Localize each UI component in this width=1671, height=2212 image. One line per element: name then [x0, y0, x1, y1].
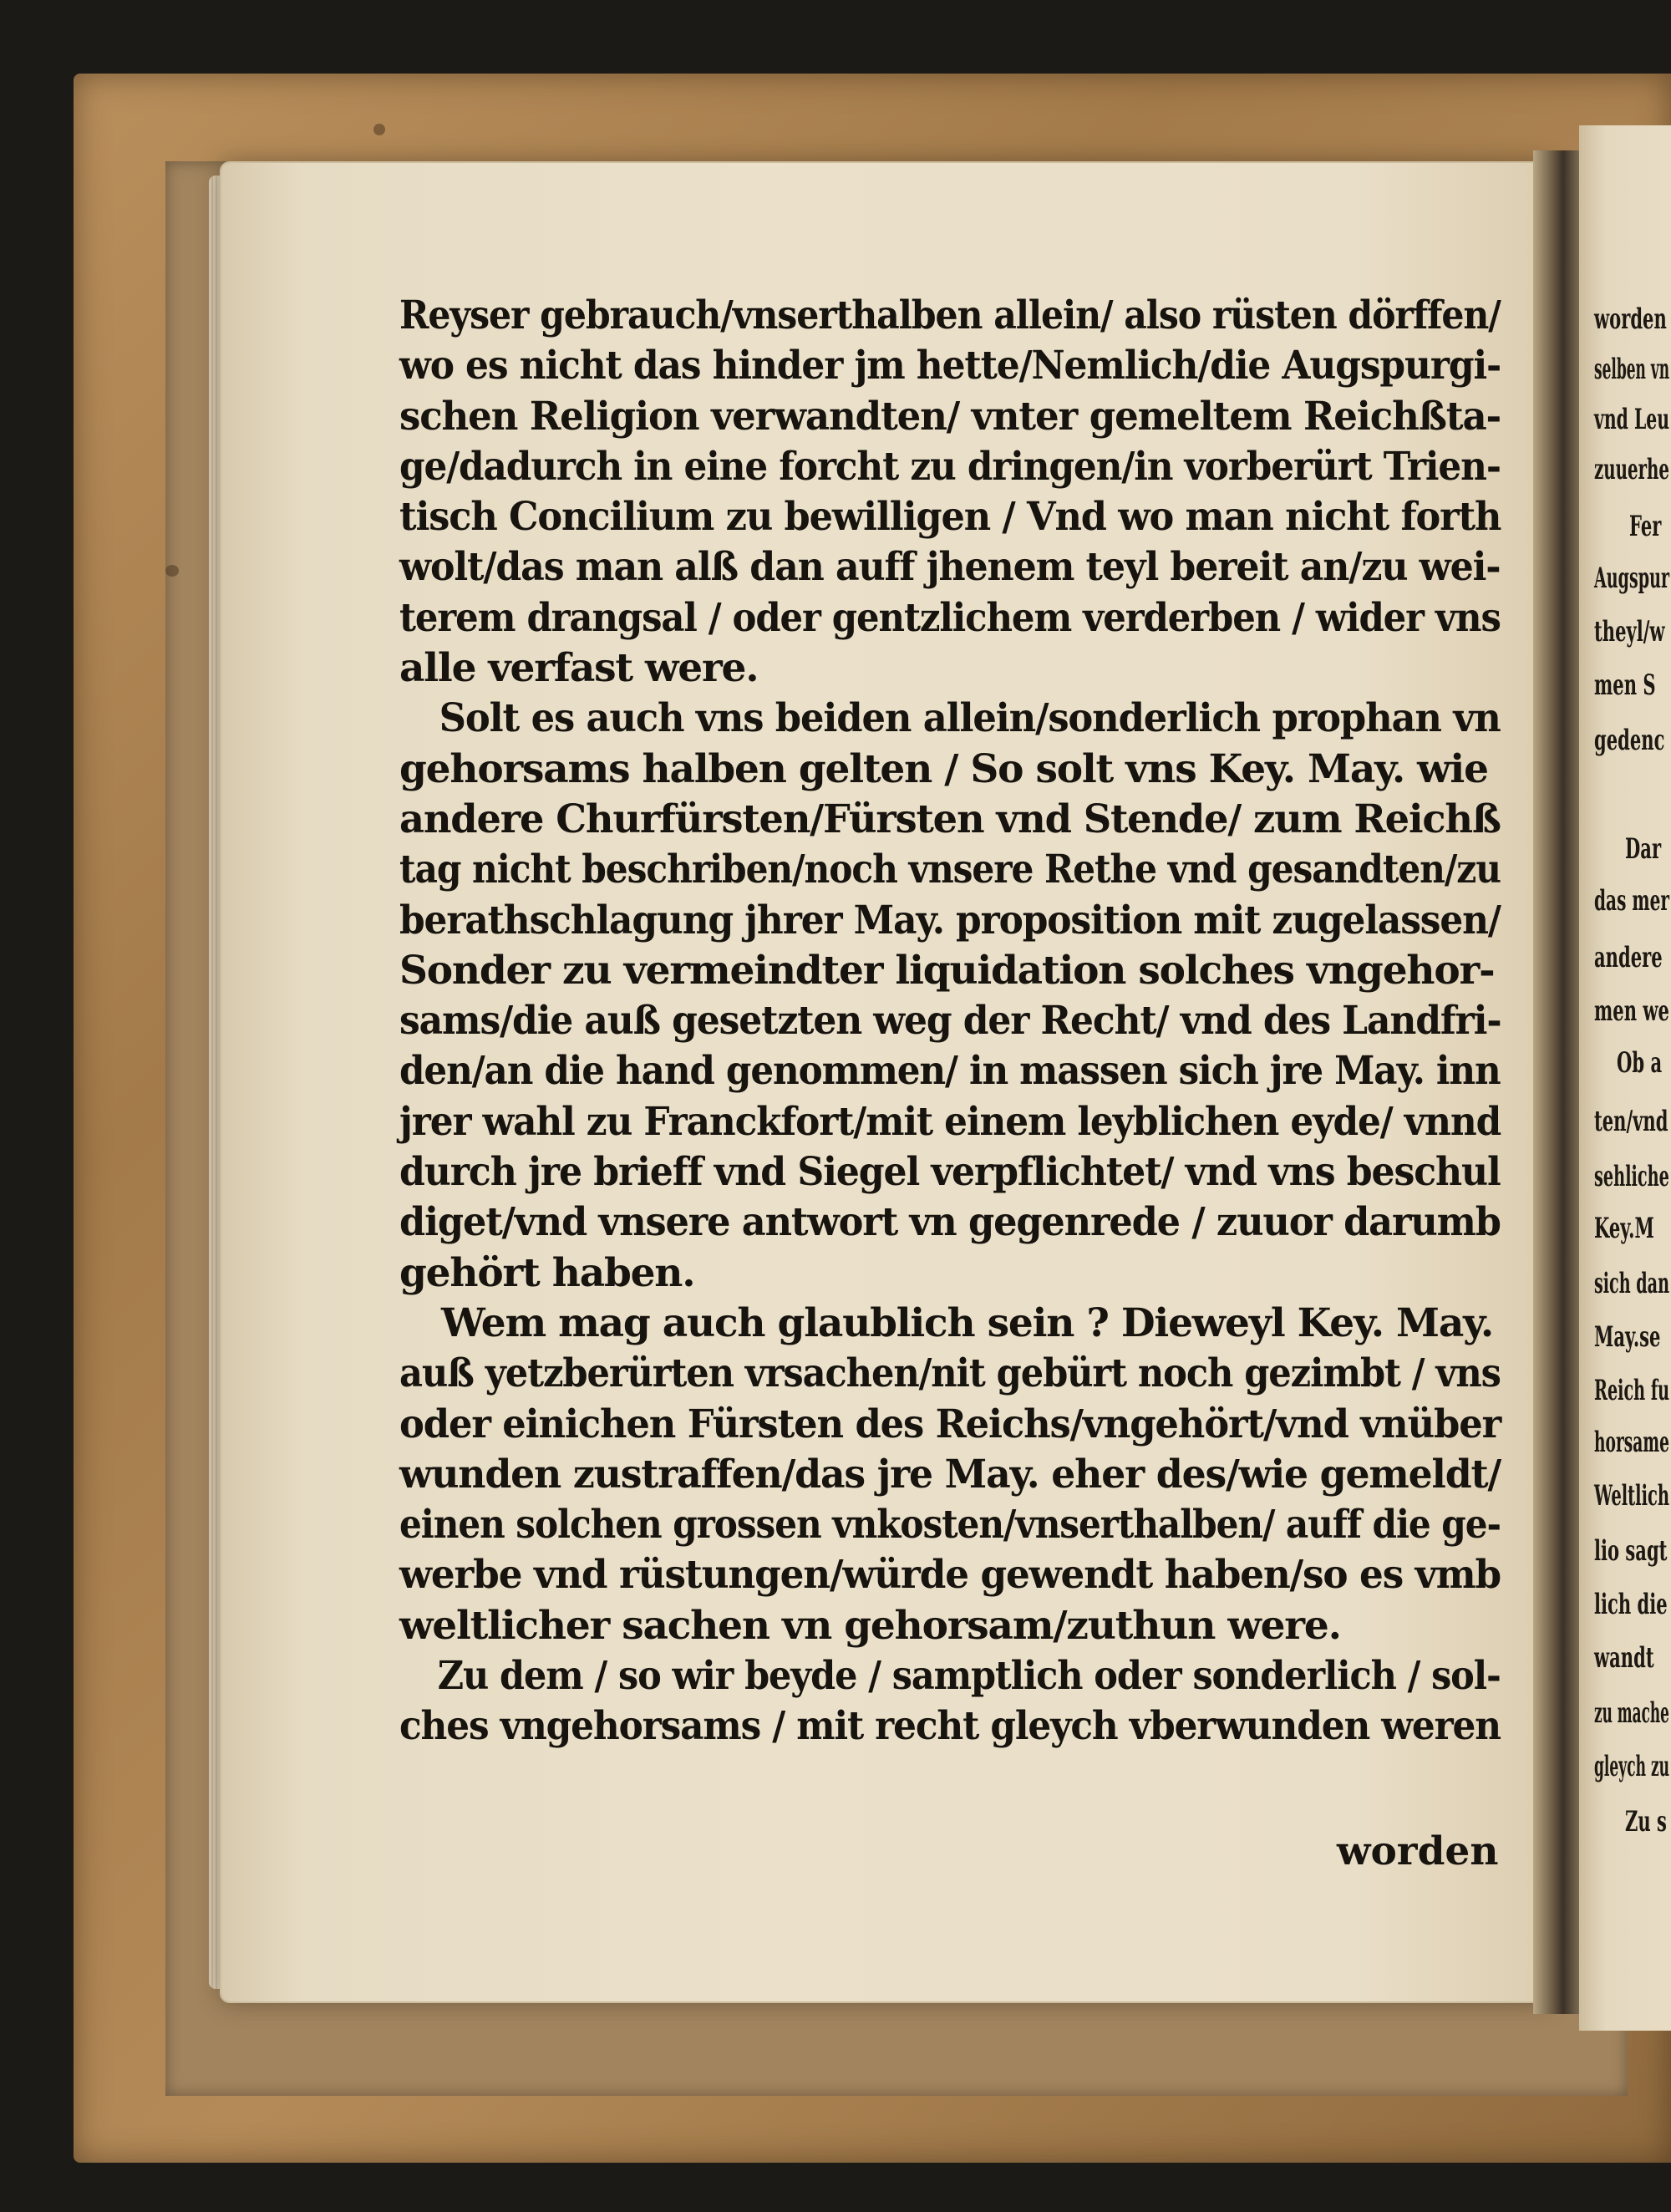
right-page-line: Weltlich [1594, 1479, 1670, 1513]
right-page-line: ten/vnd [1594, 1105, 1668, 1138]
right-page-line: men we [1594, 994, 1669, 1028]
right-page-line: wandt [1594, 1641, 1654, 1675]
right-page-line: zuuerhe [1594, 453, 1670, 486]
book-gutter [1533, 150, 1583, 2014]
right-page-line: Reich fu [1594, 1374, 1670, 1407]
text-line: tisch Concilium zu bewilligen / Vnd wo man nicht forth [399, 494, 1501, 541]
right-page-line: Dar [1625, 832, 1662, 866]
binding-nail-side [165, 565, 179, 577]
text-line: terem drangsal / oder gentzlichem verderben / wider vns [399, 594, 1501, 641]
right-page-line: gedenc [1594, 724, 1665, 757]
catchword: worden [1337, 1828, 1499, 1874]
right-page-line: Zu s [1625, 1805, 1667, 1838]
right-page-line: zu mache [1594, 1696, 1669, 1730]
right-page-line: lich die [1594, 1588, 1668, 1621]
text-line: Zu dem / so wir beyde / samptlich oder sonderlich / sol- [437, 1653, 1501, 1700]
text-line: ge/dadurch in eine forcht zu dringen/in vorberürt Trien- [399, 443, 1501, 490]
text-line: berathschlagung jhrer May. proposition mit zugelassen/ [399, 897, 1501, 943]
text-line: den/an die hand genommen/ in massen sich jre May. inn [399, 1048, 1501, 1095]
text-line: wunden zustraffen/das jre May. eher des/wie gemeldt/ [399, 1451, 1501, 1498]
page-text-block [399, 291, 1501, 1752]
text-line: tag nicht beschriben/noch vnsere Rethe vnd gesandten/zu [399, 847, 1501, 893]
text-line: ches vngehorsams / mit recht gleych vberwunden weren [399, 1703, 1501, 1750]
text-line: gehört haben. [399, 1249, 695, 1296]
right-page-line: gleych zu [1594, 1750, 1670, 1783]
right-page-line: worden [1594, 303, 1667, 336]
right-page-line: men S [1594, 669, 1656, 702]
text-line: jrer wahl zu Franckfort/mit einem leyblichen eyde/ vnnd [399, 1098, 1501, 1145]
right-page-line: das mer [1594, 884, 1670, 918]
right-page-line: sehliche [1594, 1160, 1669, 1193]
text-line: sams/die auß gesetzten weg der Recht/ vnd des Landfri- [399, 998, 1501, 1045]
text-line: gehorsams halben gelten / So solt vns Key. May. wie [399, 745, 1488, 792]
text-line: alle verfast were. [399, 645, 759, 692]
text-line: werbe vnd rüstungen/würde gewendt haben/so es vmb [399, 1552, 1501, 1599]
right-page-line: May.se [1594, 1320, 1661, 1354]
text-line: einen solchen grossen vnkosten/vnserthalben/ auff die ge- [399, 1502, 1501, 1548]
right-page-line: selben vn [1594, 353, 1670, 386]
right-page-line: Key.M [1594, 1212, 1654, 1245]
right-page-line: Fer [1629, 510, 1662, 543]
text-line: Solt es auch vns beiden allein/sonderlich prophan vn [439, 695, 1501, 742]
text-line: durch jre brieff vnd Siegel verpflichtet/ vnd vns beschul [399, 1149, 1501, 1196]
text-line: andere Churfürsten/Fürsten vnd Stende/ zum Reichß [399, 796, 1501, 842]
text-line: wolt/das man alß dan auff jhenem teyl bereit an/zu wei- [399, 544, 1501, 591]
right-page-line: lio sagt [1594, 1534, 1668, 1568]
text-line: oder einichen Fürsten des Reichs/vngehört/vnd vnüber [399, 1401, 1501, 1447]
text-line: Wem mag auch glaublich sein ? Dieweyl Key. May. [441, 1299, 1493, 1346]
text-line: schen Religion verwandten/ vnter gemeltem Reichßta- [399, 393, 1501, 440]
text-line: weltlicher sachen vn gehorsam/zuthun were. [399, 1602, 1341, 1649]
binding-nail-top [373, 124, 385, 135]
right-page-line: Ob a [1617, 1046, 1663, 1080]
text-line: Reyser gebrauch/vnserthalben allein/ also rüsten dörffen/ [399, 292, 1501, 338]
right-page-line: Augspur [1594, 562, 1669, 595]
right-page-line: horsame [1594, 1426, 1669, 1459]
text-line: wo es nicht das hinder jm hette/Nemlich/die Augspurgi- [399, 343, 1501, 389]
right-page-line: sich dan [1594, 1267, 1669, 1300]
right-page-line: vnd Leu [1594, 403, 1670, 436]
text-line: diget/vnd vnsere antwort vn gegenrede / zuuor darumb [399, 1199, 1501, 1246]
right-page-line: andere [1594, 941, 1663, 974]
text-line: Sonder zu vermeindter liquidation solches vngehor- [399, 947, 1495, 994]
text-line: auß yetzberürten vrsachen/nit gebürt noch gezimbt / vns [399, 1350, 1501, 1397]
right-page-line: theyl/w [1594, 615, 1665, 648]
